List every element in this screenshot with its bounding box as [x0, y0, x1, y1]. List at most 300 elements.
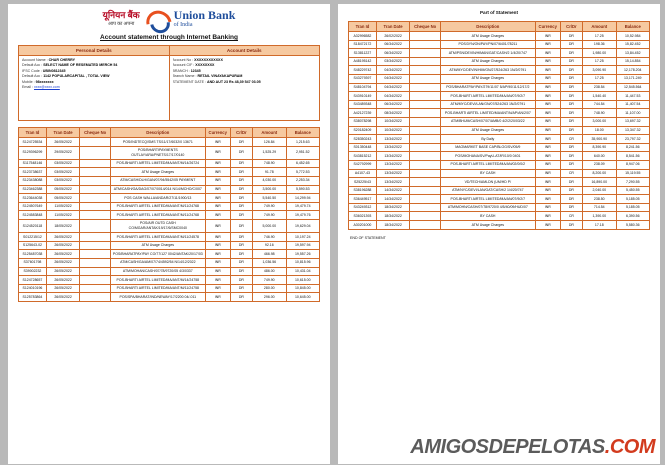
- cell-currency: INR: [535, 135, 560, 144]
- cell-cheque-no: [410, 66, 441, 75]
- transactions-table-left: [18, 127, 320, 302]
- cell-balance: 13,84.452: [616, 49, 650, 58]
- cell-description: ATM Usage Charges: [440, 74, 535, 83]
- cell-currency: INR: [205, 194, 230, 203]
- cell-tran-id: S124728657: [19, 276, 47, 285]
- table-row: [349, 83, 650, 92]
- table-row: [349, 178, 650, 187]
- cell-tran-date: 11/05/2022: [46, 202, 79, 211]
- cell-cheque-no: [80, 267, 111, 276]
- cell-amount: 749.90: [253, 211, 286, 220]
- cell-amount: 126.84: [253, 138, 286, 147]
- personal-details-heading: Personal Details: [19, 46, 169, 56]
- cell-crdr: DR: [560, 203, 582, 212]
- cell-amount: 748.90: [583, 109, 616, 118]
- cell-balance: 10,845.00: [286, 284, 320, 293]
- table-row: [349, 186, 650, 195]
- cell-crdr: DR: [560, 109, 582, 118]
- cell-tran-date: 26/05/2022: [46, 276, 79, 285]
- cell-crdr: DR: [230, 233, 252, 242]
- cell-cheque-no: [410, 152, 441, 161]
- cell-tran-id: A30201000: [349, 221, 377, 230]
- cell-amount: 4,030.00: [253, 176, 286, 185]
- cell-cheque-no: [410, 74, 441, 83]
- cell-currency: INR: [205, 267, 230, 276]
- cell-balance: 6,390.56: [616, 212, 650, 221]
- cell-crdr: DR: [560, 186, 582, 195]
- detail-line: Account No : XXXXXXXXXXXX: [172, 58, 223, 62]
- cell-crdr: DR: [230, 219, 252, 232]
- cell-cheque-no: [410, 32, 441, 41]
- cell-crdr: DR: [560, 40, 582, 49]
- cell-balance: 19,629.04: [286, 219, 320, 232]
- watermark-domain: .COM: [604, 436, 655, 458]
- cell-description: VD/TECH/AMLDN (UM/HD P/: [440, 178, 535, 187]
- cell-description: ATM/MOHAN/CASH/07/78/9720/05 4/3/0337: [110, 267, 205, 276]
- cell-balance: 11,447.53: [616, 92, 650, 101]
- cell-description: POS-BHARTI AIRTEL LIMITED/MA/ANT/M/14/26724: [110, 159, 205, 168]
- cell-description: POS CASH WALLA/ANDAR/27/11/1900/13: [110, 194, 205, 203]
- table-header-row: [349, 22, 650, 32]
- cell-crdr: DR: [230, 293, 252, 302]
- statement-page-right: [338, 4, 660, 464]
- cell-cheque-no: [410, 178, 441, 187]
- cell-tran-date: 14/34/2022: [376, 186, 409, 195]
- cell-description: POS-BHARTI AIRTEL LIMITED/MA/ANT/M/11/24768: [110, 202, 205, 211]
- cell-description: ATM/BHUM/CASH/07/07/AMB/0 4/2/2/20/03/22: [440, 117, 535, 126]
- table-header-row: [19, 128, 320, 138]
- cell-balance: 8,947.06: [616, 160, 650, 169]
- cell-currency: INR: [205, 159, 230, 168]
- cell-amount: 8,200.00: [583, 169, 616, 178]
- cell-tran-id: A42127239: [349, 109, 377, 118]
- cell-tran-date: 26/05/2022: [46, 284, 79, 293]
- cell-tran-id: S20182409: [349, 126, 377, 135]
- cell-description: ATM Usage Charges: [440, 221, 535, 230]
- cell-tran-id: S124583848: [19, 211, 47, 220]
- cell-cheque-no: [410, 117, 441, 126]
- cell-crdr: DR: [560, 92, 582, 101]
- cell-balance: 5,772.53: [286, 168, 320, 177]
- cell-crdr: DR: [560, 152, 582, 161]
- cell-currency: INR: [535, 74, 560, 83]
- table-row: [349, 152, 650, 161]
- cell-crdr: CR: [560, 212, 582, 221]
- cell-crdr: DR: [560, 160, 582, 169]
- detail-line: Mobile : 98xxxxxxx: [22, 79, 54, 84]
- cell-cheque-no: [410, 57, 441, 66]
- cell-description: POS/BHARTIPAYMENTS OUTLAY/ARA/PNETS/17/17/0140: [110, 146, 205, 159]
- cell-balance: 10,431.04: [286, 267, 320, 276]
- cell-amount: 466.98: [253, 250, 286, 259]
- cell-description: POS/3YN/ON/PAY/PN/07/6401/78211: [440, 40, 535, 49]
- cell-cheque-no: [80, 258, 111, 267]
- cell-tran-date: 26/05/2022: [46, 250, 79, 259]
- cell-currency: INR: [205, 176, 230, 185]
- cell-tran-date: 04/34/2022: [376, 66, 409, 75]
- cell-description: By Daily: [440, 135, 535, 144]
- table-row: [19, 267, 320, 276]
- cell-balance: 10,615.00: [286, 276, 320, 285]
- cell-cheque-no: [410, 135, 441, 144]
- table-row: [349, 169, 650, 178]
- col-crdr: Cr/Dr: [560, 22, 582, 32]
- cell-tran-date: 06/34/2022: [376, 100, 409, 109]
- cell-crdr: DR: [560, 57, 582, 66]
- cell-crdr: DR: [230, 194, 252, 203]
- cell-tran-id: S123644038: [19, 194, 47, 203]
- cell-tran-date: 10/34/2022: [376, 117, 409, 126]
- table-row: [19, 241, 320, 250]
- cell-tran-date: 05/05/2022: [46, 194, 79, 203]
- cell-currency: INR: [205, 146, 230, 159]
- cell-tran-id: S25225/43: [349, 178, 377, 187]
- cell-description: POS-BHARTI AIRTEL LIMITED/MA/AN/02/0/0/2: [440, 160, 535, 169]
- cell-description: ATM Usage Charges: [110, 241, 205, 250]
- cell-tran-id: S125643-02: [19, 241, 47, 250]
- table-row: [349, 212, 650, 221]
- cell-currency: INR: [205, 185, 230, 194]
- cell-tran-id: S012215/12: [19, 233, 47, 242]
- cell-description: ATM Usage Charges: [440, 57, 535, 66]
- personal-details-body: [19, 56, 169, 120]
- detail-line: Account CIF : XXXXXXXX: [172, 63, 215, 68]
- cell-crdr: DR: [560, 66, 582, 75]
- cell-tran-date: 18/34/2022: [376, 212, 409, 221]
- cell-tran-id: S01350448: [349, 143, 377, 152]
- table-row: [349, 135, 650, 144]
- details-section: [18, 45, 320, 121]
- cell-amount: 486.00: [253, 267, 286, 276]
- cell-balance: 19,479.74: [286, 202, 320, 211]
- table-row: [349, 143, 650, 152]
- cell-amount: 744.54: [583, 100, 616, 109]
- account-details-heading: Account Details: [170, 46, 320, 56]
- table-row: [349, 100, 650, 109]
- cell-amount: 92.16: [253, 241, 286, 250]
- cell-balance: 13,697.32: [616, 117, 650, 126]
- cell-crdr: DR: [230, 258, 252, 267]
- union-bank-logo-icon: [146, 10, 168, 30]
- cell-currency: INR: [535, 203, 560, 212]
- cell-description: POS-BHARTI AIRTEL LIMITED/MA/ANT/M/11/24758: [110, 284, 205, 293]
- cell-description: POS-BHARTI AIRTEL LIMITED/MA/ANT/M/11/24768: [110, 211, 205, 220]
- cell-crdr: DR: [230, 250, 252, 259]
- cell-tran-date: 13/34/2022: [376, 169, 409, 178]
- table-row: [19, 233, 320, 242]
- cell-description: POS-BHARTI AIRTEL LIMITED/MA/ANT/N/AP/AN/2/07: [440, 109, 535, 118]
- cell-description: POS/SPA/BHARAT/IND/NEWAY/17/2200 04/-011: [110, 293, 205, 302]
- cell-balance: 12,178.204: [616, 66, 650, 75]
- cell-amount: 16,890.00: [583, 178, 616, 187]
- cell-balance: 15,82.452: [616, 40, 650, 49]
- cell-cheque-no: [80, 250, 111, 259]
- cell-tran-id: S124520118: [19, 219, 47, 232]
- cell-cheque-no: [80, 185, 111, 194]
- cell-description: ATM/NYC/DEVI/LAN/GAT/CASH/2 1/4/20/747: [440, 186, 535, 195]
- cell-cheque-no: [80, 211, 111, 220]
- cell-crdr: DR: [560, 49, 582, 58]
- bank-hindi-line1: यूनियन बैंक: [102, 10, 140, 20]
- bank-hindi-name: [103, 11, 140, 29]
- cell-balance: 19,557.26: [286, 250, 320, 259]
- cell-balance: 10,815.96: [286, 258, 320, 267]
- cell-currency: INR: [535, 195, 560, 204]
- cell-tran-id: S123738637: [19, 168, 47, 177]
- bank-name-line2: of India: [173, 22, 193, 28]
- cell-currency: INR: [535, 178, 560, 187]
- cell-description: BY CASH: [440, 212, 535, 221]
- cell-currency: INR: [205, 219, 230, 232]
- cell-amount: 296.00: [253, 293, 286, 302]
- cell-description: POS/BHARATPAY/PAY/279/11/07 5/AP/90/11/12/17/2: [440, 83, 535, 92]
- cell-cheque-no: [410, 100, 441, 109]
- cell-cheque-no: [80, 219, 111, 232]
- col-crdr: Cr/Dr: [230, 128, 252, 138]
- cell-tran-id: S43249312: [349, 203, 377, 212]
- cell-crdr: DR: [560, 221, 582, 230]
- cell-currency: INR: [535, 160, 560, 169]
- cell-tran-date: 04/34/2022: [376, 83, 409, 92]
- cell-tran-date: 13/34/2022: [376, 135, 409, 144]
- cell-cheque-no: [80, 276, 111, 285]
- table-row: [349, 40, 650, 49]
- cell-crdr: DR: [560, 143, 582, 152]
- cell-crdr: DR: [230, 284, 252, 293]
- table-row: [349, 221, 650, 230]
- table-row: [19, 258, 320, 267]
- cell-description: ATM/MYC/DEVI/LAN/GN/07/524/263 1N/2/0791: [440, 100, 535, 109]
- cell-amount: 17.18: [583, 221, 616, 230]
- cell-tran-id: S38196288: [349, 186, 377, 195]
- cell-currency: INR: [205, 211, 230, 220]
- bank-hindi-line2: आप का अपना: [107, 22, 135, 27]
- table-row: [349, 160, 650, 169]
- cell-tran-date: 10/34/2022: [376, 126, 409, 135]
- cell-description: ATM/MYC/DEVIN/HIM/GN/27/524/263 1N/2/0791: [440, 66, 535, 75]
- cell-cheque-no: [410, 49, 441, 58]
- cell-crdr: DR: [230, 241, 252, 250]
- cell-cheque-no: [410, 221, 441, 230]
- cell-cheque-no: [410, 143, 441, 152]
- cell-cheque-no: [80, 159, 111, 168]
- cell-crdr: DR: [230, 202, 252, 211]
- cell-tran-date: 26/05/2022: [46, 233, 79, 242]
- cell-currency: INR: [205, 202, 230, 211]
- cell-crdr: DR: [560, 195, 582, 204]
- cell-crdr: DR: [560, 74, 582, 83]
- cell-crdr: DR: [230, 138, 252, 147]
- cell-crdr: DR: [230, 211, 252, 220]
- cell-tran-date: 26/05/2022: [46, 267, 79, 276]
- cell-cheque-no: [410, 212, 441, 221]
- cell-balance: 8,241.56: [616, 143, 650, 152]
- cell-tran-id: S13811227: [349, 49, 377, 58]
- cell-cheque-no: [410, 92, 441, 101]
- cell-description: ATM/CASH/DLH/GAN/07/94/5542/05 PAYMENT: [110, 176, 205, 185]
- cell-amount: 8,390.90: [583, 143, 616, 152]
- cell-cheque-no: [410, 126, 441, 135]
- cell-tran-date: 18/05/2022: [46, 219, 79, 232]
- cell-tran-date: 11/05/2022: [46, 211, 79, 220]
- cell-amount: 238.50: [583, 195, 616, 204]
- cell-balance: 10,52.984: [616, 32, 650, 41]
- email-link[interactable]: xxxx@xxxx.com: [33, 85, 60, 90]
- cell-currency: INR: [535, 100, 560, 109]
- table-row: [349, 74, 650, 83]
- cell-tran-date: 03/34/2022: [376, 57, 409, 66]
- table-row: [19, 202, 320, 211]
- cell-currency: INR: [535, 221, 560, 230]
- cell-tran-id: S37601798: [19, 258, 47, 267]
- cell-balance: 7,290.55: [616, 178, 650, 187]
- cell-amount: 1,980.00: [583, 49, 616, 58]
- cell-tran-date: 14/34/2022: [376, 195, 409, 204]
- cell-tran-id: S124725534: [19, 138, 47, 147]
- detail-line: IFSC Code : UBIN0812345: [22, 68, 66, 73]
- col-tran-date: Tran Date: [376, 22, 409, 32]
- cell-tran-date: 29/05/2022: [46, 146, 79, 159]
- cell-currency: INR: [535, 32, 560, 41]
- cell-balance: 19,479.76: [286, 211, 320, 220]
- cell-cheque-no: [80, 138, 111, 147]
- cell-currency: INR: [535, 143, 560, 152]
- cell-tran-id: S43910149: [349, 92, 377, 101]
- cell-crdr: DR: [230, 146, 252, 159]
- cell-amount: 238.09: [583, 160, 616, 169]
- cell-crdr: CR: [560, 169, 582, 178]
- cell-description: ATM Usage Charges: [440, 32, 535, 41]
- cell-balance: 6,452.65: [286, 159, 320, 168]
- cell-crdr: DR: [560, 126, 582, 135]
- cell-tran-id: S123438088: [19, 176, 47, 185]
- col-description: Description: [440, 22, 535, 32]
- cell-tran-id: S39002232: [19, 267, 47, 276]
- cell-balance: 13,347.32: [616, 126, 650, 135]
- table-row: [349, 32, 650, 41]
- cell-amount: 749.90: [253, 276, 286, 285]
- personal-details-box: [19, 46, 170, 120]
- col-balance: Balance: [286, 128, 320, 138]
- cell-cheque-no: [80, 168, 111, 177]
- cell-currency: INR: [535, 83, 560, 92]
- cell-tran-date: 18/34/2022: [376, 203, 409, 212]
- cell-description: POS/BHARATPAY/PAY CO/77/127 0042/ANTAK/20/17/03: [110, 250, 205, 259]
- cell-amount: 17.25: [583, 74, 616, 83]
- cell-crdr: DR: [230, 159, 252, 168]
- cell-crdr: DR: [560, 32, 582, 41]
- cell-tran-date: 03/05/2022: [46, 159, 79, 168]
- cell-cheque-no: [80, 233, 111, 242]
- cell-balance: 8,541.56: [616, 152, 650, 161]
- col-cheque-no: Cheque No: [410, 22, 441, 32]
- cell-amount: 238.54: [583, 83, 616, 92]
- cell-amount: 3,500.00: [253, 185, 286, 194]
- cell-tran-date: 13/34/2022: [376, 160, 409, 169]
- cell-balance: 5,450.55: [616, 186, 650, 195]
- cell-balance: 12,545.564: [616, 83, 650, 92]
- detail-line-email: Email : xxxx@xxxx.com: [22, 85, 60, 90]
- cell-tran-id: S28350243: [349, 135, 377, 144]
- cell-tran-id: S124010196: [19, 284, 47, 293]
- cell-tran-date: 26/05/2022: [46, 241, 79, 250]
- cell-currency: INR: [535, 186, 560, 195]
- cell-amount: 640.00: [583, 152, 616, 161]
- cell-crdr: DR: [230, 176, 252, 185]
- cell-amount: 17.25: [583, 57, 616, 66]
- cell-currency: INR: [205, 168, 230, 177]
- col-balance: Balance: [616, 22, 650, 32]
- cell-tran-id: S42792999: [349, 160, 377, 169]
- cell-tran-id: S125487038: [19, 250, 47, 259]
- cell-currency: INR: [535, 212, 560, 221]
- cell-currency: INR: [205, 138, 230, 147]
- cell-cheque-no: [410, 195, 441, 204]
- watermark: [410, 436, 655, 459]
- cell-currency: INR: [205, 284, 230, 293]
- cell-amount: 748.90: [253, 159, 286, 168]
- cell-currency: INR: [205, 241, 230, 250]
- cell-tran-id: A4107-43: [349, 169, 377, 178]
- cell-tran-date: 06/34/2022: [376, 40, 409, 49]
- table-row: [19, 219, 320, 232]
- cell-crdr: DR: [230, 185, 252, 194]
- cell-amount: 17.25: [583, 32, 616, 41]
- cell-cheque-no: [80, 241, 111, 250]
- cell-tran-date: 18/34/2022: [376, 221, 409, 230]
- cell-balance: 5,185.05: [616, 195, 650, 204]
- cell-currency: INR: [205, 276, 230, 285]
- cell-currency: INR: [535, 92, 560, 101]
- cell-currency: INR: [535, 169, 560, 178]
- cell-description: ATM/CASH/GA/DAG/07/07/0014/014 N/14/MCHO/C/007: [110, 185, 205, 194]
- cell-description: POS-BHARTI AIRTEL LIMITED/MA/ANT/M/11/24578: [110, 233, 205, 242]
- cell-tran-id: S36021393: [349, 212, 377, 221]
- table-row: [19, 159, 320, 168]
- cell-cheque-no: [80, 146, 111, 159]
- bank-name-line1: Union Bank: [173, 8, 236, 22]
- transactions-table-right: [348, 21, 650, 230]
- cell-description: POS-BHARTI AIRTEL LIMITED/MA/ANT/M/14/24758: [110, 276, 205, 285]
- table-row: [19, 211, 320, 220]
- cell-currency: INR: [535, 40, 560, 49]
- cell-amount: 1,390.00: [583, 212, 616, 221]
- cell-description: MAOMARKET BASE CAP/BLOG/SV/05/9: [440, 143, 535, 152]
- cell-tran-date: 03/05/2022: [46, 168, 79, 177]
- table-row: [19, 284, 320, 293]
- table-row: [19, 138, 320, 147]
- cell-description: ATM/CASH/GA/AM/07/74/4592/54 N/14/12/2022: [110, 258, 205, 267]
- detail-line: Default Acc : SELECT NAME OF RESEMATED MERCH 54: [22, 63, 118, 68]
- cell-currency: INR: [535, 126, 560, 135]
- cell-description: ATM Usage Charges: [440, 126, 535, 135]
- cell-currency: INR: [535, 66, 560, 75]
- col-description: Description: [110, 128, 205, 138]
- table-row: [19, 176, 320, 185]
- cell-balance: 13,171.249: [616, 74, 650, 83]
- cell-description: BY CASH: [440, 169, 535, 178]
- cell-tran-date: 26/05/2022: [46, 258, 79, 267]
- col-tran-date: Tran Date: [46, 128, 79, 138]
- cell-tran-date: 13/34/2022: [376, 152, 409, 161]
- cell-tran-date: 03/05/2022: [46, 176, 79, 185]
- detail-line: BRANCH : 12345: [172, 68, 201, 73]
- cell-balance: 11,407.54: [616, 100, 650, 109]
- col-tran-id: Tran Id: [19, 128, 47, 138]
- table-row: [349, 109, 650, 118]
- cell-tran-id: S129396299: [19, 146, 47, 159]
- col-amount: Amount: [253, 128, 286, 138]
